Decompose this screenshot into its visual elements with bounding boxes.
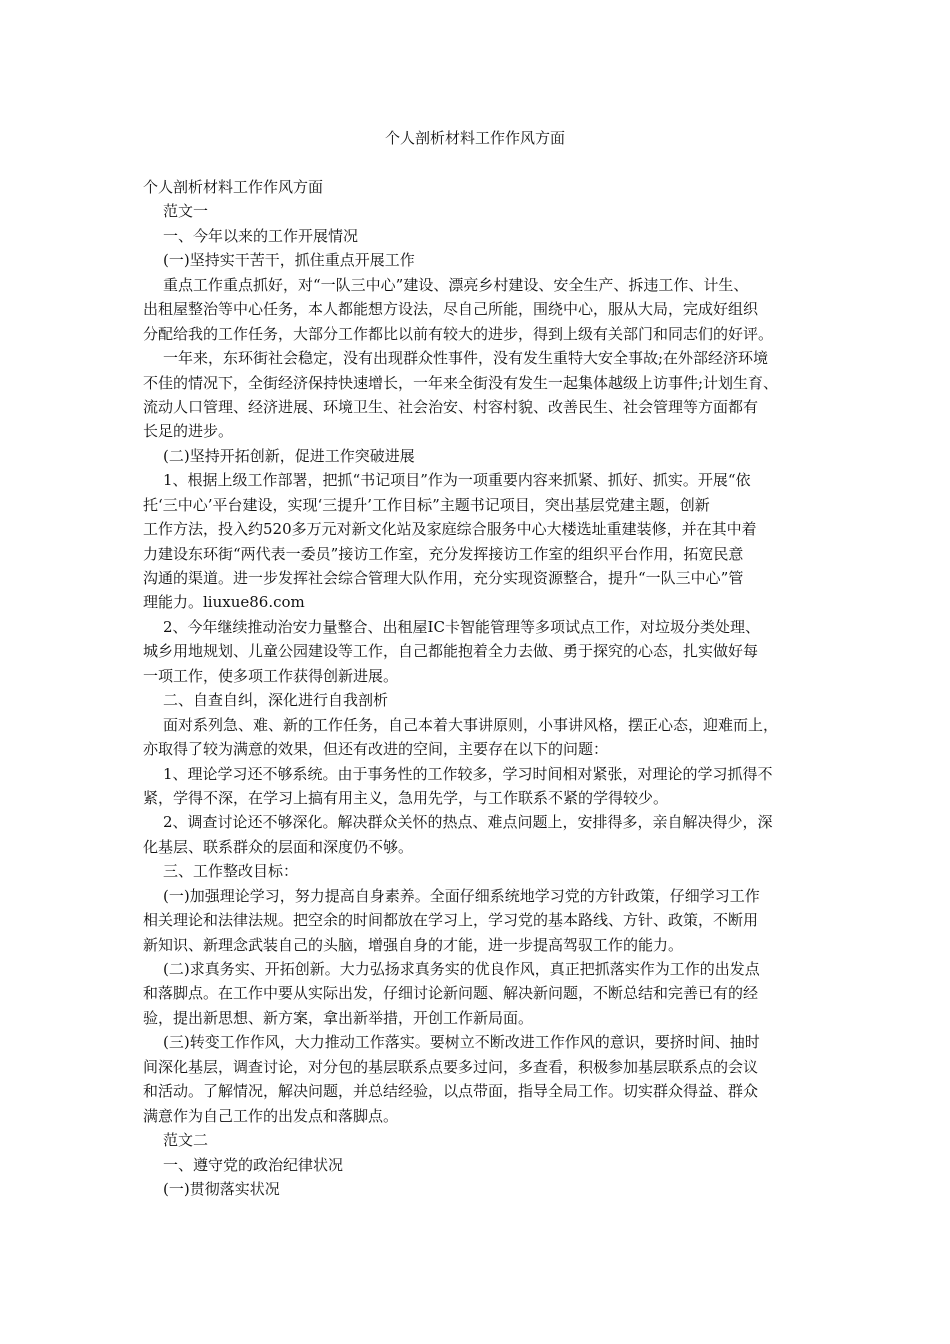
text-line: 托‘三中心’平台建设，实现‘三提升’工作目标”主题书记项目，突出基层党建主题，创新 (143, 495, 710, 514)
text-line: 一项工作，使多项工作获得创新进展。 (143, 666, 399, 685)
text-line: 和落脚点。在工作中要从实际出发，仔细讨论新问题、解决新问题，不断总结和完善已有的经 (143, 984, 759, 1003)
text-line: 分配给我的工作任务，大部分工作都比以前有较大的进步，得到上级有关部门和同志们的好评。 (143, 324, 774, 343)
text-line: 三、工作整改目标： (163, 862, 299, 881)
text-line: 范文二 (163, 1131, 209, 1150)
text-line: 一、遵守党的政治纪律状况 (163, 1155, 344, 1174)
text-line: (一)贯彻落实状况 (163, 1179, 280, 1198)
text-line: 重点工作重点抓好，对“一队三中心”建设、漂亮乡村建设、安全生产、拆违工作、计生、 (163, 275, 749, 294)
text-line: 相关理论和法律法规。把空余的时间都放在学习上，学习党的基本路线、方针、政策，不断用 (143, 911, 759, 930)
text-line: 化基层、联系群众的层面和深度仍不够。 (143, 837, 414, 856)
text-line: 城乡用地规划、儿童公园建设等工作，自己都能抱着全力去做、勇于探究的心态，扎实做好每 (143, 642, 759, 661)
text-line: (一)坚持实干苦干，抓住重点开展工作 (163, 251, 415, 270)
text-line: 力建设东环街“两代表一委员”接访工作室，充分发挥接访工作室的组织平台作用，拓宽民意 (143, 544, 744, 563)
text-line: 工作方法，投入约520多万元对新文化站及家庭综合服务中心大楼选址重建装修，并在其中着 (143, 520, 757, 539)
text-line: 范文一 (163, 202, 209, 221)
document-title: 个人剖析材料工作作风方面 (384, 129, 565, 147)
text-line: 和活动。了解情况，解决问题，并总结经验，以点带面，指导全局工作。切实群众得益、群众 (143, 1082, 759, 1101)
text-line: 2、今年继续推动治安力量整合、出租屋IC卡智能管理等多项试点工作，对垃圾分类处理、 (163, 617, 760, 636)
text-line: (二)坚持开拓创新，促进工作突破进展 (163, 446, 415, 465)
text-line: (三)转变工作作风，大力推动工作落实。要树立不断改进工作作风的意识，要挤时间、抽时 (163, 1033, 760, 1052)
text-line: 二、自查自纠，深化进行自我剖析 (163, 691, 389, 710)
text-line: 不佳的情况下，全街经济保持快速增长，一年来全街没有发生一起集体越级上访事件;计划生育、 (143, 373, 779, 392)
text-line: 验，提出新思想、新方案，拿出新举措，开创工作新局面。 (143, 1008, 534, 1027)
text-line: 出租屋整治等中心任务，本人都能想方设法，尽自己所能，围绕中心，服从大局，完成好组织 (143, 300, 759, 319)
document-body (143, 175, 823, 1201)
text-line: 紧，学得不深，在学习上搞有用主义，急用先学，与工作联系不紧的学得较少。 (143, 788, 669, 807)
text-line: (二)求真务实、开拓创新。大力弘扬求真务实的优良作风，真正把抓落实作为工作的出发点 (163, 960, 760, 978)
text-line: 1、根据上级工作部署，把抓“书记项目”作为一项重要内容来抓紧、抓好、抓实。开展“依 (163, 471, 751, 490)
text-line: 长足的进步。 (143, 422, 234, 441)
text-line: (一)加强理论学习，努力提高自身素养。全面仔细系统地学习党的方针政策，仔细学习工作 (163, 886, 760, 905)
text-line: 间深化基层，调查讨论，对分包的基层联系点要多过问，多查看，积极参加基层联系点的会议 (143, 1057, 759, 1076)
text-line: 一年来，东环街社会稳定，没有出现群众性事件，没有发生重特大安全事故;在外部经济环境 (163, 349, 769, 368)
text-line: 个人剖析材料工作作风方面 (143, 178, 324, 196)
text-line: 沟通的渠道。进一步发挥社会综合管理大队作用，充分实现资源整合，提升“一队三中心”管 (143, 569, 744, 587)
text-line: 理能力。liuxue86.com (143, 593, 305, 612)
text-line: 亦取得了较为满意的效果，但还有改进的空间，主要存在以下的问题： (143, 740, 609, 759)
text-line: 新知识、新理念武装自己的头脑，增强自身的才能，进一步提高驾驭工作的能力。 (143, 935, 684, 954)
text-line: 流动人口管理、经济进展、环境卫生、社会治安、村容村貌、改善民生、社会管理等方面都有 (143, 397, 759, 416)
text-line: 2、调查讨论还不够深化。解决群众关怀的热点、难点问题上，安排得多，亲自解决得少，深 (163, 813, 773, 832)
text-line: 面对系列急、难、新的工作任务，自己本着大事讲原则，小事讲风格，摆正心态，迎难而上， (163, 715, 779, 734)
text-line: 一、今年以来的工作开展情况 (163, 226, 359, 245)
text-line: 满意作为自己工作的出发点和落脚点。 (143, 1106, 399, 1125)
text-line: 1、理论学习还不够系统。由于事务性的工作较多，学习时间相对紧张，对理论的学习抓得不 (163, 764, 773, 783)
